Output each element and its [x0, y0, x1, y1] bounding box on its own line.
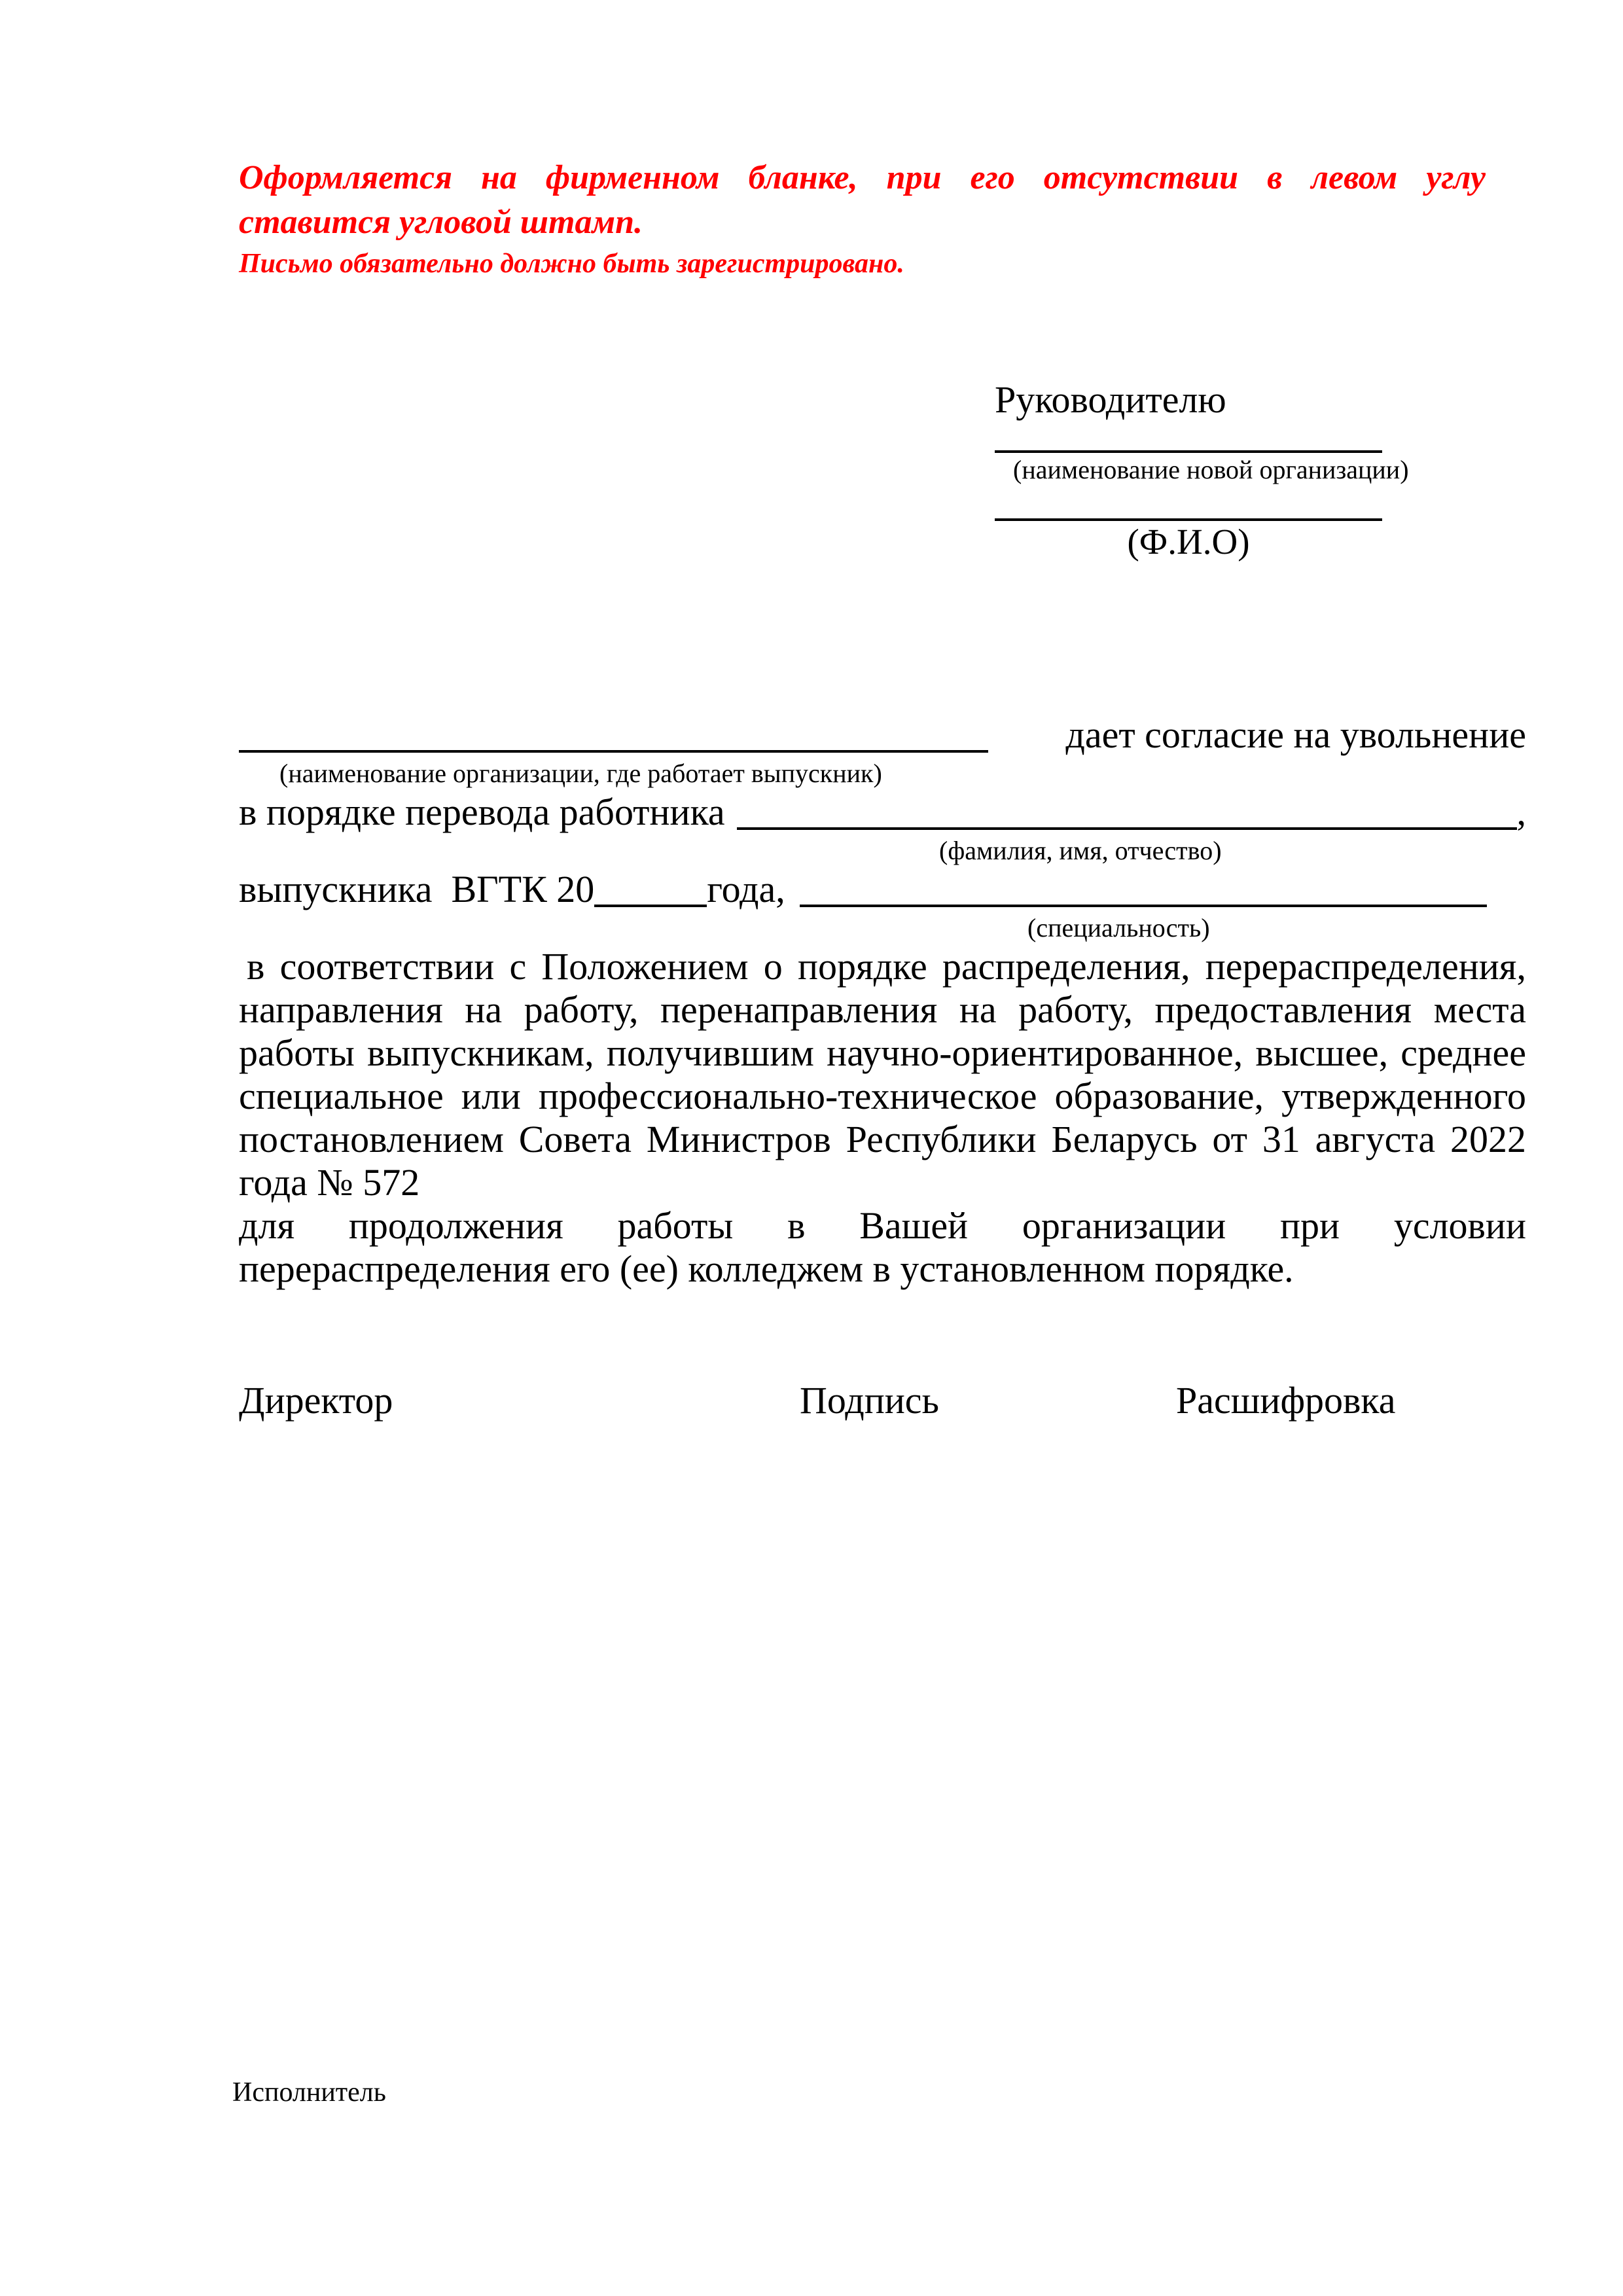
- paragraph-line: года № 572: [239, 1161, 420, 1204]
- transfer-comma: ,: [1516, 791, 1526, 833]
- recipient-name-caption: (Ф.И.О): [1127, 522, 1250, 562]
- worker-name-caption: (фамилия, имя, отчество): [939, 836, 1222, 865]
- organization-blank-line: [239, 750, 988, 753]
- paragraph-line: специальное или профессионально-техническое образование, утвержденного: [239, 1075, 1526, 1117]
- executor-label: Исполнитель: [232, 2077, 386, 2108]
- paragraph-line: направления на работу, перенаправления на работу, предоставления места: [239, 988, 1526, 1031]
- signature-decryption-label: Расшифровка: [1176, 1379, 1396, 1422]
- graduate-prefix: выпускника ВГТК 20: [239, 868, 595, 910]
- paragraph-line: перераспределения его (ее) колледжем в установленном порядке.: [239, 1247, 1294, 1290]
- letterhead-note-line2: ставится угловой штамп.: [239, 204, 643, 241]
- consent-text: дает согласие на увольнение: [1065, 713, 1526, 756]
- paragraph-line: работы выпускникам, получившим научно-ориентированное, высшее, среднее: [239, 1031, 1526, 1074]
- regulation-paragraph: [239, 945, 1526, 1291]
- registration-note: Письмо обязательно должно быть зарегистрировано.: [239, 249, 904, 279]
- speciality-caption: (специальность): [1027, 913, 1210, 942]
- organization-caption: (наименование организации, где работает выпускник): [279, 759, 882, 788]
- graduate-year-word: года,: [707, 868, 785, 910]
- signature-row: [239, 1379, 1526, 1422]
- speciality-blank-line: [800, 905, 1487, 907]
- recipient-org-caption: (наименование новой организации): [1013, 455, 1409, 484]
- letterhead-note: [239, 156, 1526, 283]
- letter-body: [239, 713, 1526, 1422]
- graduate-row: [239, 868, 1526, 911]
- year-blank-line: [594, 905, 707, 907]
- worker-name-blank-line: [737, 827, 1517, 830]
- recipient-block: [995, 378, 1427, 563]
- paragraph-line: для продолжения работы в Вашей организации при условии: [239, 1204, 1526, 1247]
- consent-row: [239, 713, 1526, 757]
- transfer-row: [239, 791, 1526, 834]
- paragraph-line: в соответствии с Положением о порядке распределения, перераспределения,: [247, 945, 1526, 988]
- transfer-text: в порядке перевода работника: [239, 791, 725, 833]
- signature-label: Подпись: [800, 1379, 939, 1422]
- director-label: Директор: [239, 1379, 393, 1422]
- paragraph-line: постановлением Совета Министров Республики Беларусь от 31 августа 2022: [239, 1118, 1526, 1160]
- recipient-title: Руководителю: [995, 378, 1226, 421]
- letterhead-note-line1: Оформляется на фирменном бланке, при его отсутствии в левом углу: [239, 159, 1486, 196]
